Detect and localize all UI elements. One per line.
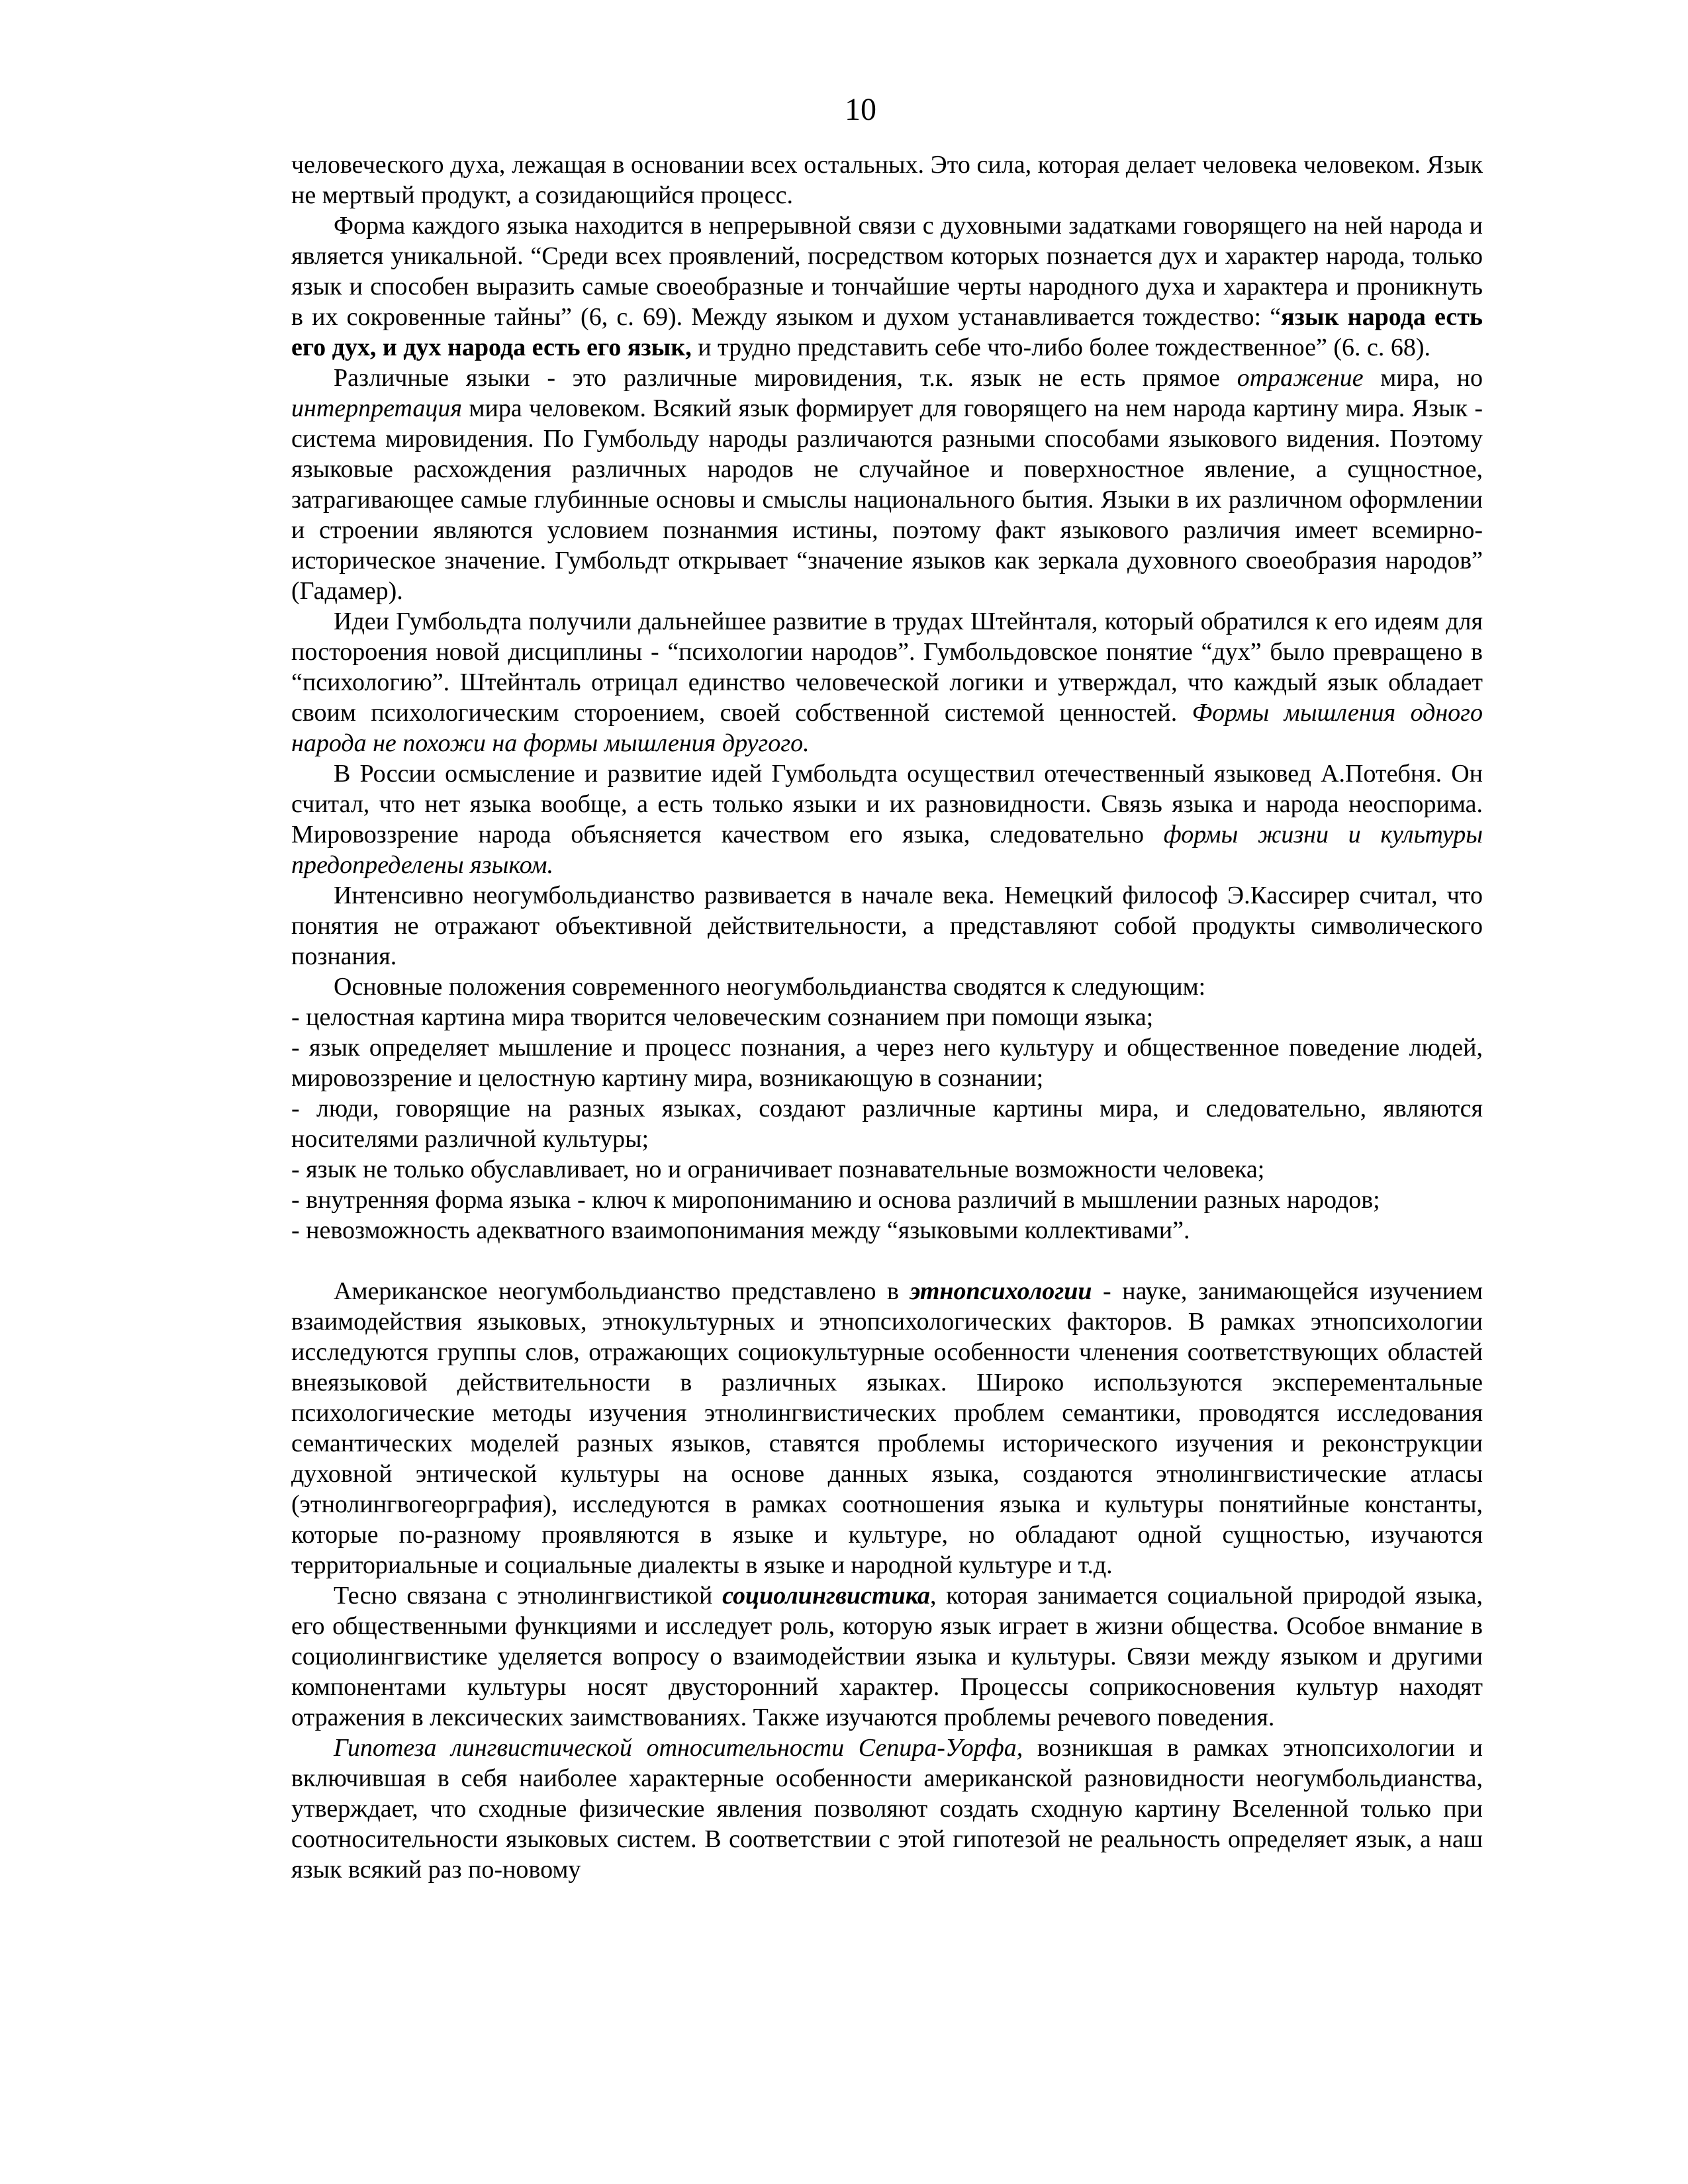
italic-sentence: Формы мышления одного народа не похожи на формы мышления другого. — [291, 699, 1483, 757]
text-run: Тесно связана с этнолингвистикой — [334, 1582, 723, 1610]
list-item: - язык определяет мышление и процесс познания, а через него культуру и общественное поведение людей, мировоззрение и целостную картину мира, возникающую в сознании; — [291, 1034, 1483, 1092]
bold-italic-term: социолингвистика — [722, 1582, 931, 1610]
text-run: , которая занимается социальной природой языка, его общественными функциями и исследует роль, которую язык играет в жизни общества. Особое внмание в социолингвистике уделяется вопросу о взаимодействии языка и культуры. Связи между языком и другими компонентами культуры носят двусторонний характер. Процессы соприкосновения культур находят отражения в лексических заимствованиях. Также изучаются проблемы речевого поведения. — [291, 1582, 1483, 1731]
paragraph-worldviews — [291, 363, 1483, 606]
paragraph-steinthal — [291, 606, 1483, 758]
text-run: Различные языки - это различные мировидения, т.к. язык не есть прямое — [334, 364, 1237, 392]
text-run: возникшая в рамках этнопсихологии и включившая в себя наиболее характерные особенности американской разновидности неогумбольдианства, утверждает, что сходные физические явления позволяют создать сходную картину Вселенной только при соотносительности языковых систем. В соответствии с этой гипотезой не реальность определяет язык, а наш язык всякий раз по-новому — [291, 1734, 1483, 1884]
list-item: - люди, говорящие на разных языках, создают различные картины мира, и следовательно, являются носителями различной культуры; — [291, 1095, 1483, 1153]
paragraph-humboldt-form — [291, 210, 1483, 363]
paragraph-list-intro — [291, 972, 1483, 1002]
list-item: - язык не только обуславливает, но и ограничивает познавательные возможности человека; — [291, 1156, 1265, 1183]
text-run: В России осмысление и развитие идей Гумбольдта осуществил отечественный языковед А.Потебня. Он считал, что нет языка вообще, а есть только языки и их разновидности. Связь языка и народа неоспорима. Мировоззрение народа объясняется качеством его языка, следовательно — [291, 760, 1483, 848]
page-number: 10 — [845, 92, 876, 127]
paragraph-continuation — [291, 150, 1483, 210]
list-item: - внутренняя форма языка - ключ к миропониманию и основа различий в мышлении разных народов; — [291, 1186, 1380, 1214]
text-run: мира человеком. Всякий язык формирует для говорящего на нем народа картину мира. Язык - система мировидения. По Гумбольду народы различаются разными способами языкового видения. Поэтому языковые расхождения различных народов не случайное и поверхностное явление, а сущностное, затрагивающее самые глубинные основы и смыслы национального бытия. Языки в их различном оформлении и строении являются условием познанмия истины, поэтому факт языкового различия имеет всемирно-историческое значение. Гумбольдт открывает “значение языков как зеркала духовного своеобразия народов” (Гадамер). — [291, 394, 1483, 605]
text-run: Основные положения современного неогумбольдианства сводятся к следующим: — [334, 973, 1206, 1001]
list-item: - целостная картина мира творится человеческим сознанием при помощи языка; — [291, 1003, 1154, 1031]
italic-term: интерпретация — [291, 394, 463, 422]
paragraph-sapir-whorf — [291, 1733, 1483, 1885]
italic-term: отражение — [1237, 364, 1364, 392]
text-run: человеческого духа, лежащая в основании всех остальных. Это сила, которая делает человека человеком. Язык не мертвый продукт, а созидающийся процесс. — [291, 151, 1483, 209]
paragraph-potebnya — [291, 758, 1483, 880]
text-run: Форма каждого языка находится в непрерывной связи с духовными задатками говорящего на ней народа и является уникальной. “Среди всех проявлений, посредством которых познается дух и характер народа, только язык и способен выразить самые своеобразные и тончайшие черты народного духа и характера и проникнуть в их сокровенные тайны” (6, с. 69). Между языком и духом устанавливается тождество: “ — [291, 212, 1483, 331]
italic-term: Гипотеза лингвистической относительности Сепира-Уорфа, — [334, 1734, 1023, 1762]
text-run: Идеи Гумбольдта получили дальнейшее развитие в трудах Штейнталя, который обратился к его идеям для постороения новой дисциплины - “психологии народов”. Гумбольдовское понятие “дух” было превращено в “психологию”. Штейнталь отрицал единство человеческой логики и утверждал, что каждый язык обладает своим психологическим стороением, своей собственной системой ценностей. — [291, 608, 1483, 727]
paragraph-sociolinguistics — [291, 1580, 1483, 1733]
italic-sentence: формы жизни и культуры предопределены языком. — [291, 821, 1483, 879]
text-run: - науке, занимающейся изучением взаимодействия языковых, этнокультурных и этнопсихологических факторов. В рамках этнопсихологии исследуются группы слов, отражающих социокультурные особенности членения соответствующих областей внеязыковой действительности в различных языках. Широко используются эксперементальные психологические методы изучения этнолингвистических проблем семантики, проводятся исследования семантических моделей разных языков, ставятся проблемы исторического изучения и реконструкции духовной энтической культуры на основе данных языка, создаются этнолингвистические атласы (этнолингвогеорграфия), исследуются в рамках соотношения языка и культуры понятийные константы, которые по-разному проявляются в языке и культуре, но обладают одной сущностью, изучаются территориальные и социальные диалекты в языке и народной культуре и т.д. — [291, 1277, 1483, 1579]
body-text — [291, 150, 1483, 1885]
text-run: мира, но — [1363, 364, 1483, 392]
paragraph-cassirer — [291, 880, 1483, 972]
text-run: Интенсивно неогумбольдианство развивается в начале века. Немецкий философ Э.Кассирер считал, что понятия не отражают объективной действительности, а представляют собой продукты символического познания. — [291, 882, 1483, 970]
bold-quote: язык народа есть его дух, и дух народа есть его язык, — [291, 303, 1483, 361]
blank-line — [291, 1246, 1483, 1276]
text-run: Американское неогумбольдианство представлено в — [334, 1277, 910, 1305]
list-item: - невозможность адекватного взаимопонимания между “языковыми коллективами”. — [291, 1216, 1190, 1244]
paragraph-ethnopsychology — [291, 1276, 1483, 1580]
bold-italic-term: этнопсихологии — [910, 1277, 1092, 1305]
text-run: и трудно представить себе что-либо более тождественное” (6. с. 68). — [691, 334, 1431, 361]
